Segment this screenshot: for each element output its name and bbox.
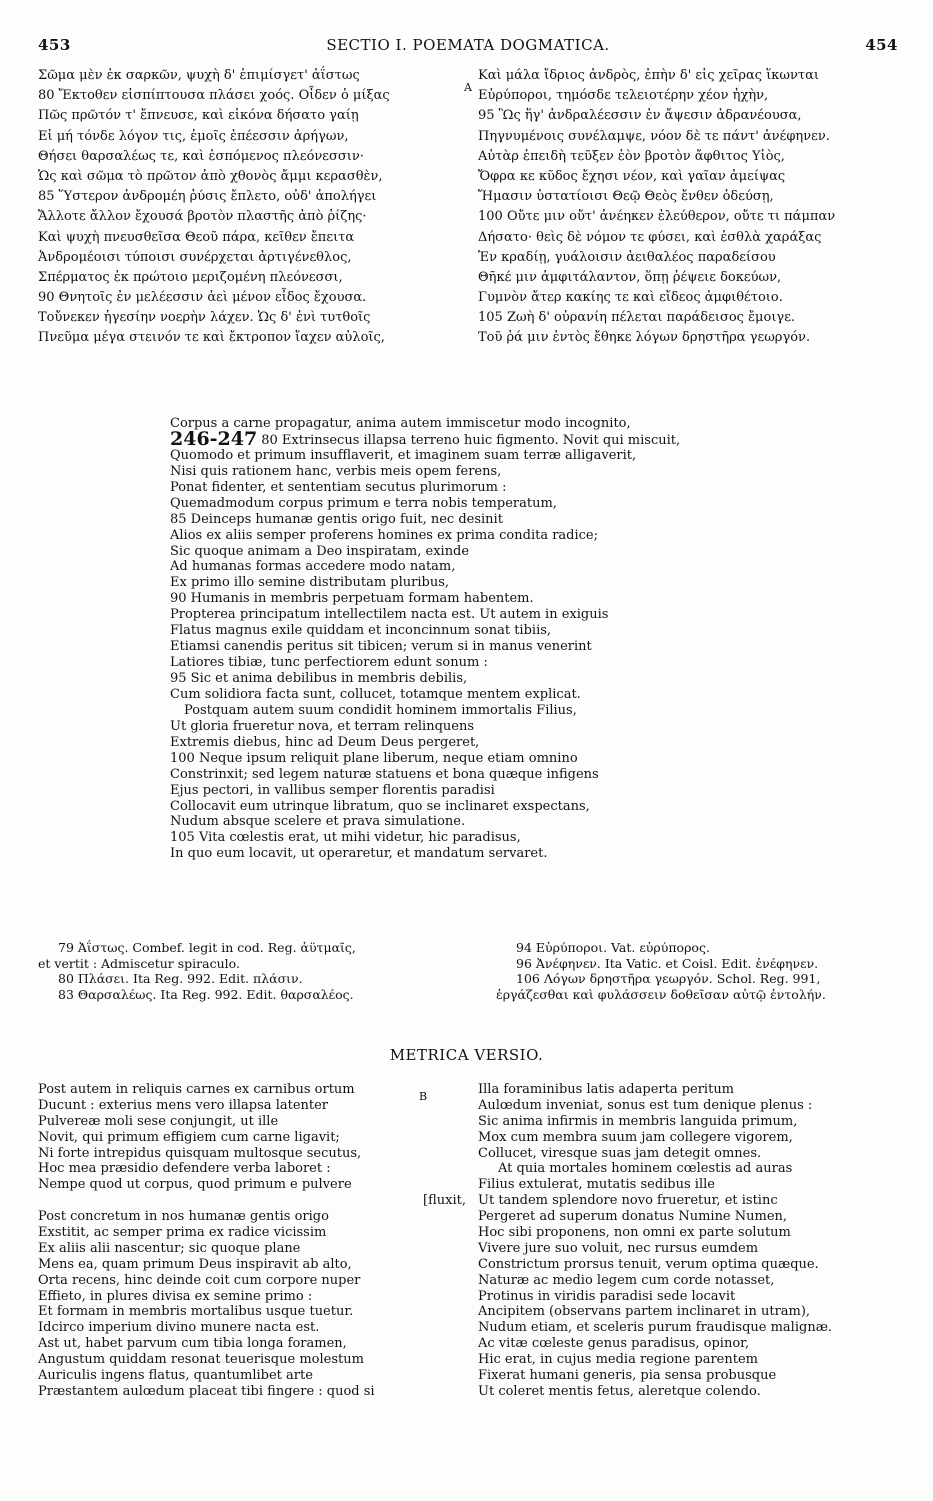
latin-line: Constrinxit; sed legem naturæ statuens et bona quæque infigens [170,766,599,782]
verse-line: Et formam in membris mortalibus usque tuetur. [38,1304,354,1320]
verse-line: Nempe quod ut corpus, quod primum e pulvere [38,1177,352,1193]
verse-line: Ex aliis alii nascentur; sic quoque plane [38,1240,301,1256]
verse-line: Illa foraminibus latis adaperta peritum [478,1082,735,1097]
greek-line: Δήσατο· θεὶς δὲ νόμον τε φύσει, καὶ ἐσθλὰ χαράξας [478,229,822,245]
greek-line: Θήσει θαρσαλέως τε, καὶ ἑσπόμενος πλεόνεσσιν· [38,148,364,164]
latin-line: 90 Humanis in membris perpetuam formam habentem. [170,591,534,607]
section-heading: METRICA VERSIO. [389,1046,544,1064]
greek-line: Τοῦ ῥά μιν ἐντὸς ἔθηκε λόγων δρηστῆρα γεωργόν. [478,330,811,346]
footnote-line: 106 Λόγων δρηστῆρα γεωργόν. Schol. Reg. 991, [516,971,821,987]
verse-line: Idcirco imperium divino munere nacta est. [38,1320,320,1336]
verse-line: Orta recens, hinc deinde coit cum corpore nuper [38,1272,361,1288]
column-number: 246-247 [170,427,258,450]
metrica-column-left [38,1082,466,1400]
latin-line: Collocavit eum utrinque libratum, quo se inclinaret exspectans, [170,798,590,814]
footnote-line: 80 Πλάσει. Ita Reg. 992. Edit. πλάσιν. [58,971,303,987]
running-title: SECTIO I. POEMATA DOGMATICA. [326,36,610,54]
footnotes-right [496,940,900,1002]
verse-line: Exstitit, ac semper prima ex radice vicissim [38,1225,327,1241]
verse-line: Pulvereæ moli sese conjungit, ut ille [38,1113,279,1129]
footnote-line: 96 Ἀνέφηνεν. Ita Vatic. et Coisl. Edit. ἐνέφηνεν. [516,955,819,971]
verse-line: Sic anima infirmis in membris languida primum, [478,1113,798,1129]
verse-line: Post autem in reliquis carnes ex carnibus ortum [38,1082,355,1097]
footnote-line: et vertit : Admiscetur spiraculo. [38,955,240,971]
section-marker-b: B [419,1090,428,1103]
greek-line: 85 Ὕστερον ἀνδρομέη ῥύσις ἔπλετο, οὐδ' ἀπολήγει [38,189,377,205]
greek-line: 105 Ζωὴ δ' οὐρανίη πέλεται παράδεισος ἔμοιγε. [478,310,796,326]
latin-line: Ex primo illo semine distributam pluribus, [170,575,450,591]
verse-line: Præstantem aulœdum placeat tibi fingere : quod si [38,1383,375,1399]
verse-line: [fluxit, [423,1193,466,1209]
latin-line: Sic quoque animam a Deo inspiratam, exinde [170,543,470,559]
verse-line: Effieto, in plures divisa ex semine primo : [38,1288,313,1304]
latin-line: Etiamsi canendis peritus sit tibicen; verum si in manus venerint [170,639,592,655]
greek-line: Ἤμασιν ὑστατίοισι Θεῷ Θεὸς ἔνθεν ὁδεύσῃ, [478,189,774,205]
verse-line: Collucet, viresque suas jam detegit omnes. [478,1145,762,1161]
greek-line: Ὄφρα κε κῦδος ἔχησι νέον, καὶ γαῖαν ἀμείψας [478,168,786,184]
greek-column-left [38,66,468,349]
latin-line: Latiores tibiæ, tunc perfectiorem edunt sonum : [170,655,488,671]
latin-line: In quo eum locavit, ut operaretur, et mandatum servaret. [170,846,548,862]
verse-line: Ni forte intrepidus quisquam multosque secutus, [38,1145,362,1161]
greek-line: Ἀνδρομέοισι τύποισι συνέρχεται ἀρτιγένεθλος, [38,249,352,265]
latin-line: 105 Vita cœlestis erat, ut mihi videtur, hic paradisus, [170,830,521,846]
latin-line: Cum solidiora facta sunt, collucet, totamque mentem explicat. [170,686,581,702]
verse-line: Hic erat, in cujus media regione parentem [478,1352,758,1368]
verse-line: Ancipitem (observans partem inclinaret in utram), [478,1304,811,1320]
verse-line: At quia mortales hominem cœlestis ad auras [498,1161,793,1177]
verse-line: Naturæ ac medio legem cum corde notasset, [478,1272,775,1288]
greek-line: Τοὔνεκεν ἡγεσίην νοερὴν λάχεν. Ὡς δ' ἐνὶ τυτθοῖς [38,310,371,326]
latin-line: Nisi quis rationem hanc, verbis meis opem ferens, [170,463,502,479]
latin-line: Nudum absque scelere et prava simulatione. [170,814,466,830]
latin-line: Quemadmodum corpus primum e terra nobis temperatum, [170,495,557,511]
footnote-line: ἐργάζεσθαι καὶ φυλάσσειν δοθεῖσαν αὐτῷ ἐντολήν. [496,986,826,1002]
greek-line: Ἄλλοτε ἄλλον ἔχουσά βροτὸν πλαστῆς ἀπὸ ῥίζης· [38,209,367,225]
verse-line: Ut tandem splendore novo frueretur, et istinc [478,1193,778,1209]
greek-line: Σῶμα μὲν ἐκ σαρκῶν, ψυχὴ δ' ἐπιμίσγετ' ἀΐστως [38,68,360,83]
verse-line: Hoc mea præsidio defendere verba laboret : [38,1161,331,1177]
greek-line: Πνεῦμα μέγα στεινόν τε καὶ ἔκτροπον ἴαχεν αὐλοῖς, [38,330,385,346]
latin-line: Alios ex aliis semper proferens homines ex prima condita radice; [170,527,599,543]
verse-line: Ducunt : exterius mens vero illapsa latenter [38,1097,329,1113]
verse-line: Novit, qui primum effigiem cum carne ligavit; [38,1129,340,1145]
footnote-line: 94 Εὐρύποροι. Vat. εὐρύπορος. [516,940,710,955]
latin-line: Quomodo et primum insufflaverit, et imaginem suam terræ alligaverit, [170,447,637,463]
latin-translation [170,416,890,862]
greek-line: 90 Θνητοῖς ἐν μελέεσσιν ἀεὶ μένον εἶδος ἔχουσα. [38,290,367,306]
verse-line: Ac vitæ cœleste genus paradisus, opinor, [478,1336,750,1352]
verse-line: Constrictum prorsus tenuit, verum optima quæque. [478,1256,819,1272]
verse-line: Angustum quiddam resonat teuerisque molestum [38,1352,364,1368]
greek-line: 95 Ὣς ἥγ' ἀνδραλέεσσιν ἐν ἄψεσιν ἀδρανέουσα, [478,108,802,124]
page-number-right: 454 [865,36,898,54]
footnote-line: 79 Ἀΐστως. Combef. legit in cod. Reg. ἀϋτμαῖς, [58,940,356,955]
verse-line: Mox cum membra suum jam collegere vigorem, [478,1129,793,1145]
greek-line: Σπέρματος ἐκ πρώτοιο μεριζομένη πλεόνεσσι, [38,269,343,285]
greek-line: Ὡς καὶ σῶμα τὸ πρῶτον ἀπὸ χθονὸς ἄμμι κερασθὲν, [38,168,383,184]
greek-line: Αὐτὰρ ἐπειδὴ τεῦξεν ἑὸν βροτὸν ἄφθιτος Υἱὸς, [478,148,785,164]
latin-line: Ponat fidenter, et sententiam secutus plurimorum : [170,479,507,495]
latin-line: Flatus magnus exile quiddam et inconcinnum sonat tibiis, [170,623,552,639]
latin-line: Propterea principatum intellectilem nacta est. Ut autem in exiguis [170,607,609,623]
greek-line: Ἐν κραδίῃ, γυάλοισιν ἀειθαλέος παραδείσου [478,249,776,265]
greek-line: Καὶ ψυχὴ πνευσθεῖσα Θεοῦ πάρα, κεῖθεν ἔπειτα [38,229,355,245]
greek-line: 80 Ἔκτοθεν εἰσπίπτουσα πλάσει χοός. Οἶδεν ὁ μίξας [38,88,390,104]
greek-line: Εἰ μή τόνδε λόγον τις, ἐμοῖς ἐπέεσσιν ἀρήγων, [38,128,349,144]
section-marker-a: A [464,81,472,94]
verse-line: Ut coleret mentis fetus, aleretque colendo. [478,1383,761,1399]
latin-line: Ad humanas formas accedere modo natam, [170,559,456,575]
greek-line: 100 Οὔτε μιν οὔτ' ἀνέηκεν ἐλεύθερον, οὔτε τι πάμπαν [478,209,836,225]
verse-line: Aulœdum inveniat, sonus est tum denique plenus : [478,1097,813,1113]
greek-line: Πηγνυμένοις συνέλαμψε, νόον δὲ τε πάντ' ἀνέφηνεν. [478,128,830,144]
latin-line: Ut gloria frueretur nova, et terram relinquens [170,718,475,734]
verse-line: Post concretum in nos humanæ gentis origo [38,1209,329,1225]
verse-line: Ast ut, habet parvum cum tibia longa foramen, [38,1336,347,1352]
latin-line: 95 Sic et anima debilibus in membris debilis, [170,671,468,686]
latin-line: Postquam autem suum condidit hominem immortalis Filius, [184,702,577,718]
greek-line: Εὐρύποροι, τημόσδε τελειοτέρην χέον ἠχὴν, [478,88,769,104]
latin-line: 85 Deinceps humanæ gentis origo fuit, nec desinit [170,511,503,527]
greek-column-right [478,66,900,349]
verse-line: Mens ea, quam primum Deus inspiravit ab alto, [38,1256,352,1272]
verse-line: Filius extulerat, mutatis sedibus ille [478,1177,715,1193]
greek-line: Γυμνὸν ἄτερ κακίης τε καὶ εἴδεος ἀμφιθέτοιο. [478,290,783,306]
greek-line: Πῶς πρῶτόν τ' ἔπνευσε, καὶ εἰκόνα δήσατο γαίῃ [38,108,359,124]
verse-line: Hoc sibi proponens, non omni ex parte solutum [478,1225,791,1241]
verse-line: Fixerat humani generis, pia sensa probusque [478,1368,777,1384]
page-number-left: 453 [38,36,71,54]
greek-line: Καὶ μάλα ἴδριος ἀνδρὸς, ἐπὴν δ' εἰς χεῖρας ἵκωνται [478,68,819,83]
page-header [38,36,898,58]
footnotes-left [38,940,478,1002]
verse-line: Pergeret ad superum donatus Numine Numen, [478,1209,788,1225]
footnote-line: 83 Θαρσαλέως. Ita Reg. 992. Edit. θαρσαλέος. [58,986,354,1002]
verse-line: Auriculis ingens flatus, quantumlibet arte [38,1368,313,1384]
verse-line: Nudum etiam, et sceleris purum fraudisque malignæ. [478,1320,833,1336]
latin-line: Corpus a carne propagatur, anima autem immiscetur modo incognito, [170,416,631,431]
latin-line: Extremis diebus, hinc ad Deum Deus pergeret, [170,734,480,750]
verse-line: Protinus in viridis paradisi sede locavit [478,1288,736,1304]
latin-line: 100 Neque ipsum reliquit plane liberum, neque etiam omnino [170,750,578,766]
greek-line: Θῆκέ μιν ἀμφιτάλαντον, ὅπῃ ῥέψειε δοκεύων, [478,269,782,285]
latin-line: Ejus pectori, in vallibus semper florentis paradisi [170,782,495,798]
latin-line [170,427,890,450]
verse-line: Vivere jure suo voluit, nec rursus eumdem [478,1240,759,1256]
latin-line-text: 80 Extrinsecus illapsa terreno huic figmento. Novit qui miscuit, [261,432,681,448]
metrica-column-right [478,1082,900,1400]
